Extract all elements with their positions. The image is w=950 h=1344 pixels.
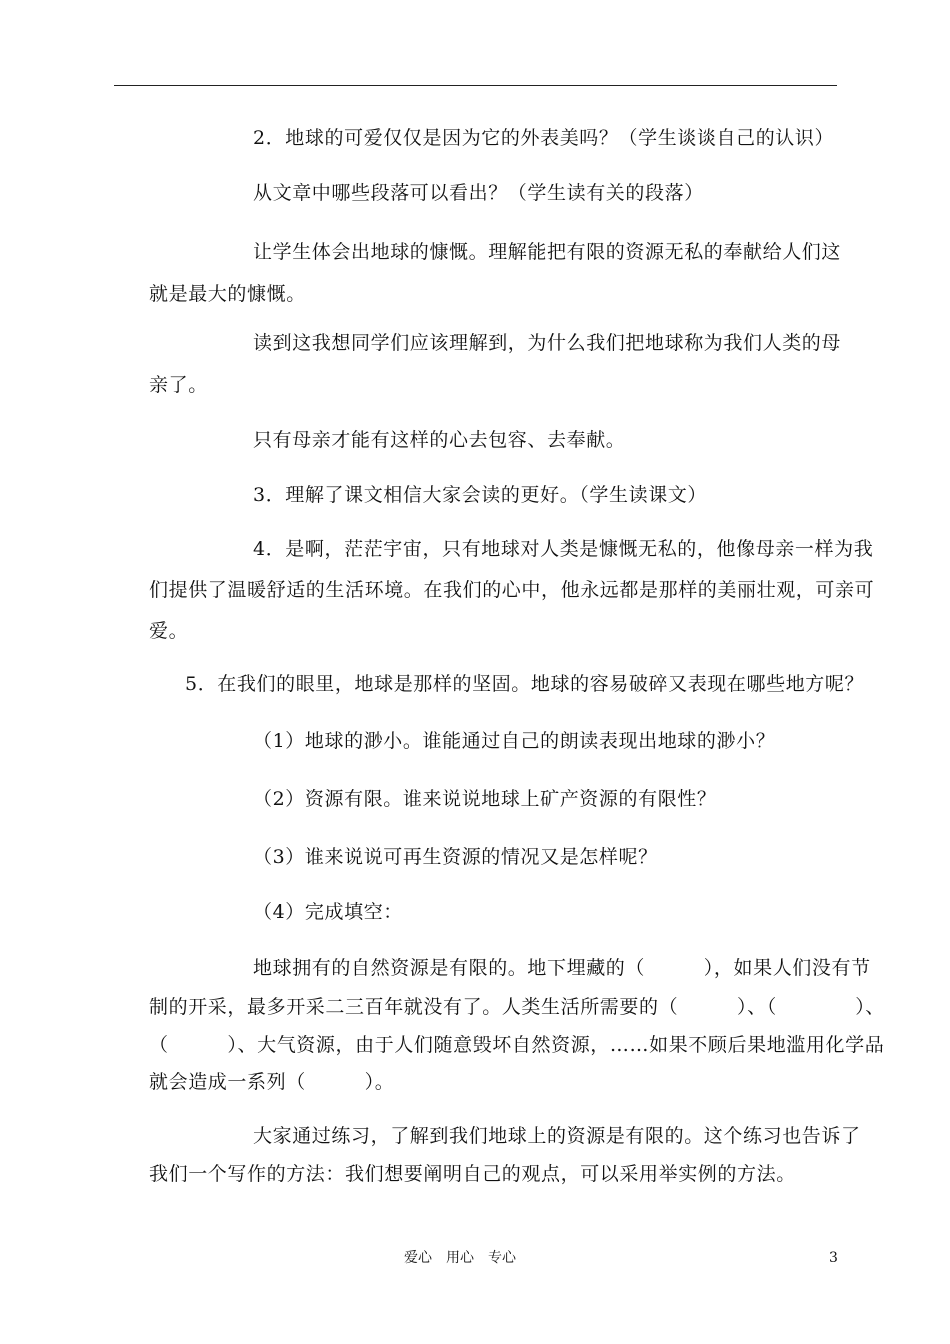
page-number: 3 — [829, 1250, 838, 1266]
header-rule — [114, 85, 837, 86]
paragraph-line: 让学生体会出地球的慷慨。理解能把有限的资源无私的奉献给人们这 — [253, 241, 842, 263]
paragraph-line: 地球拥有的自然资源是有限的。地下埋藏的（ ），如果人们没有节 — [253, 957, 871, 979]
paragraph-line: （ ）、大气资源，由于人们随意毁坏自然资源，……如果不顾后果地滥用化学品 — [149, 1034, 885, 1056]
paragraph-line: 爱。 — [149, 620, 189, 642]
paragraph-line: 们提供了温暖舒适的生活环境。在我们的心中，他永远都是那样的美丽壮观，可亲可 — [149, 579, 875, 601]
paragraph-line: 读到这我想同学们应该理解到，为什么我们把地球称为我们人类的母 — [253, 332, 842, 354]
paragraph-line: （4）完成填空： — [253, 901, 403, 923]
paragraph-line: 从文章中哪些段落可以看出？（学生读有关的段落） — [253, 182, 704, 204]
footer-motto: 爱心 用心 专心 — [404, 1250, 516, 1266]
paragraph-line: （3）谁来说说可再生资源的情况又是怎样呢？ — [253, 846, 658, 868]
paragraph-line: 3．理解了课文相信大家会读的更好。（学生读课文） — [253, 484, 707, 506]
paragraph-line: 制的开采，最多开采二三百年就没有了。人类生活所需要的（ ）、（ ）、 — [149, 996, 885, 1018]
paragraph-line: （1）地球的渺小。谁能通过自己的朗读表现出地球的渺小？ — [253, 730, 776, 752]
paragraph-line: 我们一个写作的方法：我们想要阐明自己的观点，可以采用举实例的方法。 — [149, 1163, 796, 1185]
paragraph-line: 就是最大的慷慨。 — [149, 283, 306, 305]
paragraph-line: 大家通过练习，了解到我们地球上的资源是有限的。这个练习也告诉了 — [253, 1125, 861, 1147]
paragraph-line: 就会造成一系列（ ）。 — [149, 1071, 395, 1093]
paragraph-line: 亲了。 — [149, 374, 208, 396]
paragraph-line: 4．是啊，茫茫宇宙，只有地球对人类是慷慨无私的，他像母亲一样为我 — [253, 538, 874, 560]
paragraph-line: 只有母亲才能有这样的心去包容、去奉献。 — [253, 429, 626, 451]
paragraph-line: 2．地球的可爱仅仅是因为它的外表美吗？（学生谈谈自己的认识） — [253, 127, 835, 149]
paragraph-line: 5．在我们的眼里，地球是那样的坚固。地球的容易破碎又表现在哪些地方呢？ — [185, 673, 865, 695]
paragraph-line: （2）资源有限。谁来说说地球上矿产资源的有限性？ — [253, 788, 717, 810]
